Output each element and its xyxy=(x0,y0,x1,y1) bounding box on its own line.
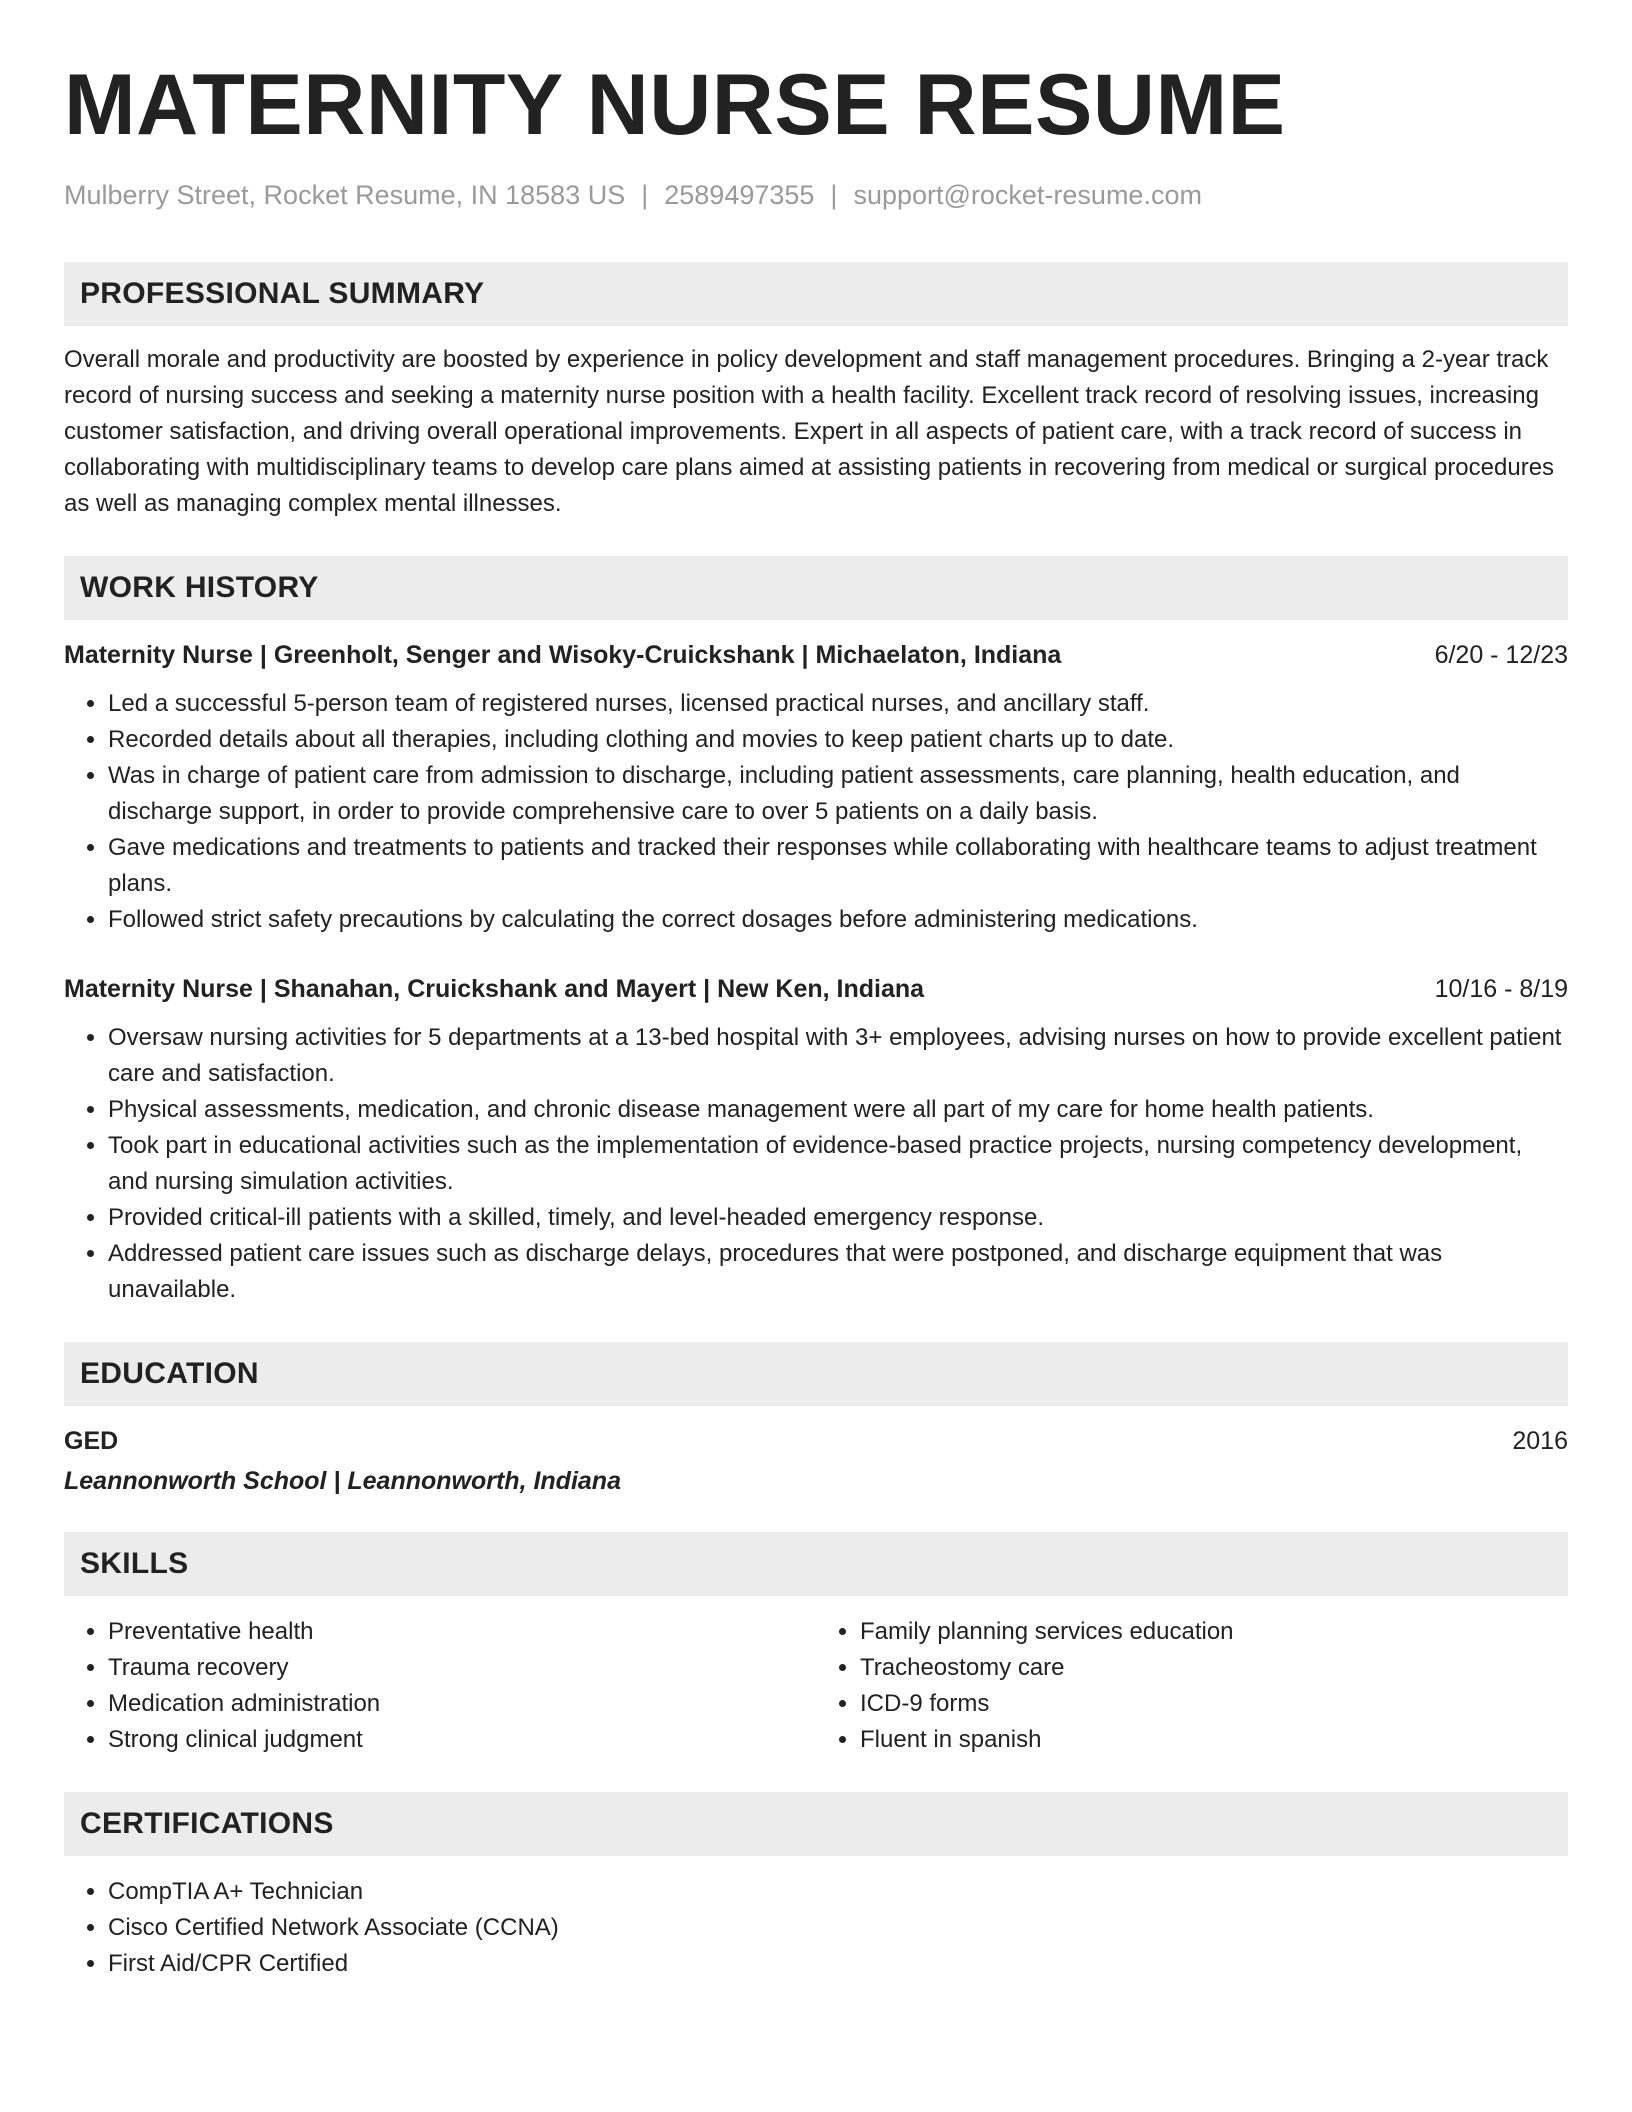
job-dates: 10/16 - 8/19 xyxy=(1434,975,1568,1003)
list-item: • Strong clinical judgment xyxy=(108,1722,816,1758)
list-item: • First Aid/CPR Certified xyxy=(108,1946,1568,1982)
list-item: • Gave medications and treatments to patients and tracked their responses while collaborating with healthcare teams to adjust treatment plans. xyxy=(108,830,1568,902)
certifications-list xyxy=(64,1874,1568,1982)
list-item: • ICD-9 forms xyxy=(860,1686,1568,1722)
education-degree: GED xyxy=(64,1427,119,1455)
list-item: • Fluent in spanish xyxy=(860,1722,1568,1758)
job-heading-row xyxy=(64,638,1568,672)
contact-address: Mulberry Street, Rocket Resume, IN 18583 US xyxy=(64,180,626,210)
contact-line xyxy=(64,178,1568,212)
section-header-summary: PROFESSIONAL SUMMARY xyxy=(64,262,1568,326)
section-header-certifications: CERTIFICATIONS xyxy=(64,1792,1568,1856)
job-entry xyxy=(64,972,1568,1308)
list-item: • Followed strict safety precautions by calculating the correct dosages before administering medications. xyxy=(108,902,1568,938)
list-item: • Was in charge of patient care from admission to discharge, including patient assessments, care planning, health education, and discharge support, in order to provide comprehensive care to over 5 patients on a daily basis. xyxy=(108,758,1568,830)
skills-grid xyxy=(64,1614,1568,1758)
job-bullets xyxy=(64,1020,1568,1308)
job-heading: Maternity Nurse | Shanahan, Cruickshank and Mayert | New Ken, Indiana xyxy=(64,975,925,1003)
list-item: • Preventative health xyxy=(108,1614,816,1650)
list-item: • Tracheostomy care xyxy=(860,1650,1568,1686)
contact-email: support@rocket-resume.com xyxy=(853,180,1202,210)
summary-text: Overall morale and productivity are boosted by experience in policy development and staff management procedures. Bringing a 2-year track record of nursing success and seeking a maternity nurse position with a health facility. Excellent track record of resolving issues, increasing customer satisfaction, and driving overall operational improvements. Expert in all aspects of patient care, with a track record of success in collaborating with multidisciplinary teams to develop care plans aimed at assisting patients in recovering from medical or surgical procedures as well as managing complex mental illnesses. xyxy=(64,346,1555,517)
contact-separator: | xyxy=(830,180,838,210)
list-item: • Led a successful 5-person team of registered nurses, licensed practical nurses, and ancillary staff. xyxy=(108,686,1568,722)
list-item: • Medication administration xyxy=(108,1686,816,1722)
job-entry xyxy=(64,638,1568,938)
education-school: Leannonworth School | Leannonworth, Indiana xyxy=(64,1467,621,1495)
section-header-skills: SKILLS xyxy=(64,1532,1568,1596)
education-heading-row xyxy=(64,1424,1568,1458)
education-year: 2016 xyxy=(1512,1427,1568,1455)
list-item: • Addressed patient care issues such as discharge delays, procedures that were postponed, and discharge equipment that was unavailable. xyxy=(108,1236,1568,1308)
list-item: • Family planning services education xyxy=(860,1614,1568,1650)
job-heading-row xyxy=(64,972,1568,1006)
skills-column-left xyxy=(64,1614,816,1758)
list-item: • Oversaw nursing activities for 5 departments at a 13-bed hospital with 3+ employees, advising nurses on how to provide excellent patient care and satisfaction. xyxy=(108,1020,1568,1092)
section-header-work-history: WORK HISTORY xyxy=(64,556,1568,620)
job-dates: 6/20 - 12/23 xyxy=(1434,641,1568,669)
section-header-education: EDUCATION xyxy=(64,1342,1568,1406)
list-item: • Provided critical-ill patients with a skilled, timely, and level-headed emergency response. xyxy=(108,1200,1568,1236)
skills-column-right xyxy=(816,1614,1568,1758)
contact-separator: | xyxy=(641,180,649,210)
list-item: • Trauma recovery xyxy=(108,1650,816,1686)
resume-title: MATERNITY NURSE RESUME xyxy=(64,57,1286,153)
list-item: • Recorded details about all therapies, including clothing and movies to keep patient charts up to date. xyxy=(108,722,1568,758)
job-heading: Maternity Nurse | Greenholt, Senger and Wisoky-Cruickshank | Michaelaton, Indiana xyxy=(64,641,1062,669)
contact-phone: 2589497355 xyxy=(664,180,815,210)
list-item: • Physical assessments, medication, and chronic disease management were all part of my care for home health patients. xyxy=(108,1092,1568,1128)
job-bullets xyxy=(64,686,1568,938)
list-item: • CompTIA A+ Technician xyxy=(108,1874,1568,1910)
list-item: • Cisco Certified Network Associate (CCNA) xyxy=(108,1910,1568,1946)
list-item: • Took part in educational activities such as the implementation of evidence-based practice projects, nursing competency development, and nursing simulation activities. xyxy=(108,1128,1568,1200)
